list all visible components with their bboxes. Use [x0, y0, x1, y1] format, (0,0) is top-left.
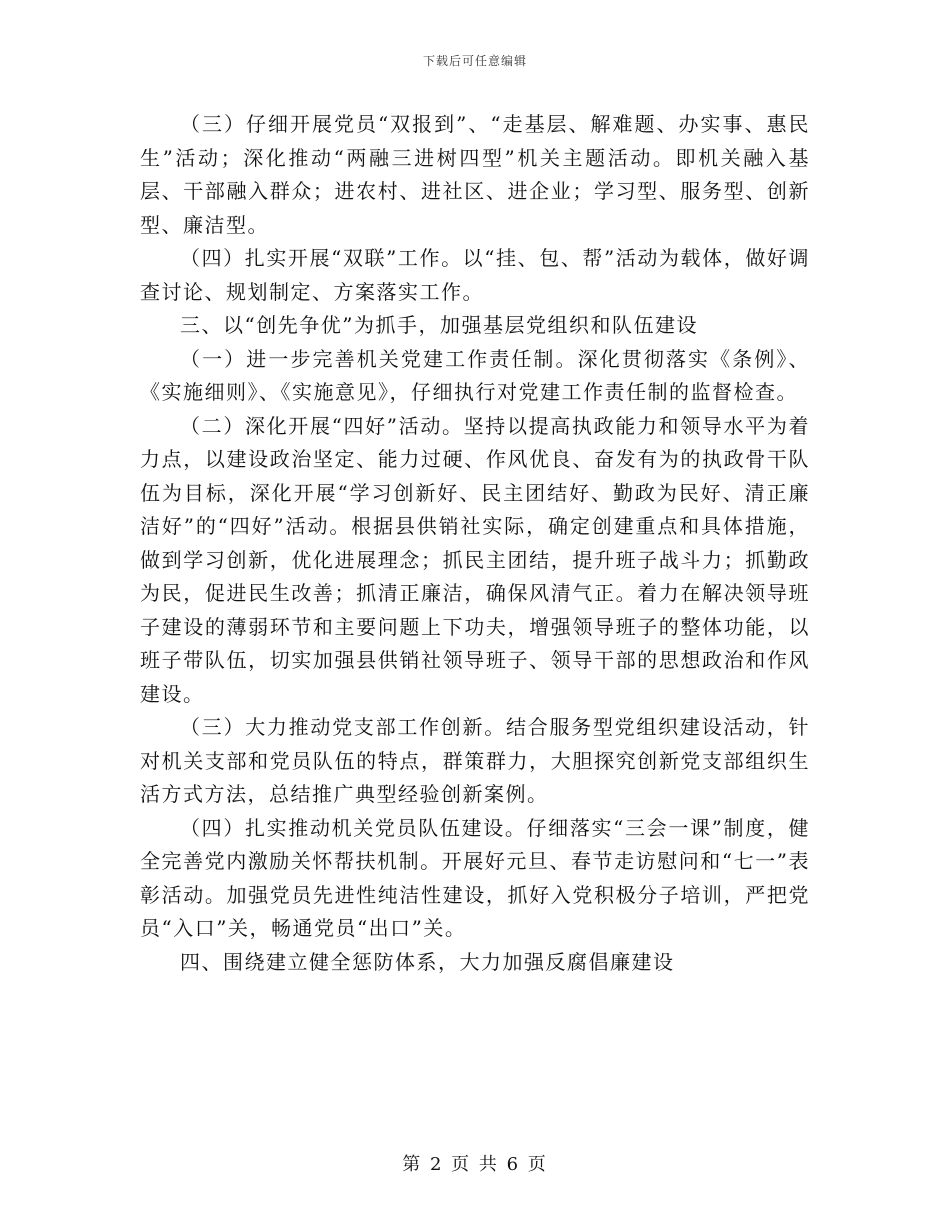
- page-number: 第 2 页 共 6 页: [402, 1154, 548, 1175]
- paragraph-6: （四）扎实推动机关党员队伍建设。仔细落实“三会一课”制度，健全完善党内激励关怀帮扶机制。开展好元旦、春节走访慰问和“七一”表彰活动。加强党员先进性纯洁性建设，抓好入党积极分子培训，严把党员“入口”关，畅通党员“出口”关。: [140, 815, 810, 940]
- paragraph-3: （一）进一步完善机关党建工作责任制。深化贯彻落实《条例》、《实施细则》、《实施意见》，仔细执行对党建工作责任制的监督检查。: [140, 346, 810, 404]
- paragraph-2: （四）扎实开展“双联”工作。以“挂、包、帮”活动为载体，做好调查讨论、规划制定、方案落实工作。: [140, 246, 810, 304]
- section-heading-3: 三、以“创先争优”为抓手，加强基层党组织和队伍建设: [180, 313, 698, 337]
- paragraph-4: （二）深化开展“四好”活动。坚持以提高执政能力和领导水平为着力点，以建设政治坚定、能力过硬、作风优良、奋发有为的执政骨干队伍为目标，深化开展“学习创新好、民主团结好、勤政为民好、清正廉洁好”的“四好”活动。根据县供销社实际，确定创建重点和具体措施，做到学习创新，优化进展理念；抓民主团结，提升班子战斗力；抓勤政为民，促进民生改善；抓清正廉洁，确保风清气正。着力在解决领导班子建设的薄弱环节和主要问题上下功夫，增强领导班子的整体功能，以班子带队伍，切实加强县供销社领导班子、领导干部的思想政治和作风建设。: [140, 413, 810, 706]
- page-header: 下载后可任意编辑: [422, 54, 527, 68]
- section-heading-4: 四、围绕建立健全惩防体系，大力加强反腐倡廉建设: [180, 949, 675, 974]
- paragraph-5: （三）大力推动党支部工作创新。结合服务型党组织建设活动，针对机关支部和党员队伍的特点，群策群力，大胆探究创新党支部组织生活方式方法，总结推广典型经验创新案例。: [140, 715, 810, 806]
- document-body: [140, 108, 810, 979]
- paragraph-1: （三）仔细开展党员“双报到”、“走基层、解难题、办实事、惠民生”活动；深化推动“两融三进树四型”机关主题活动。即机关融入基层、干部融入群众；进农村、进社区、进企业；学习型、服务型、创新型、廉洁型。: [140, 112, 810, 237]
